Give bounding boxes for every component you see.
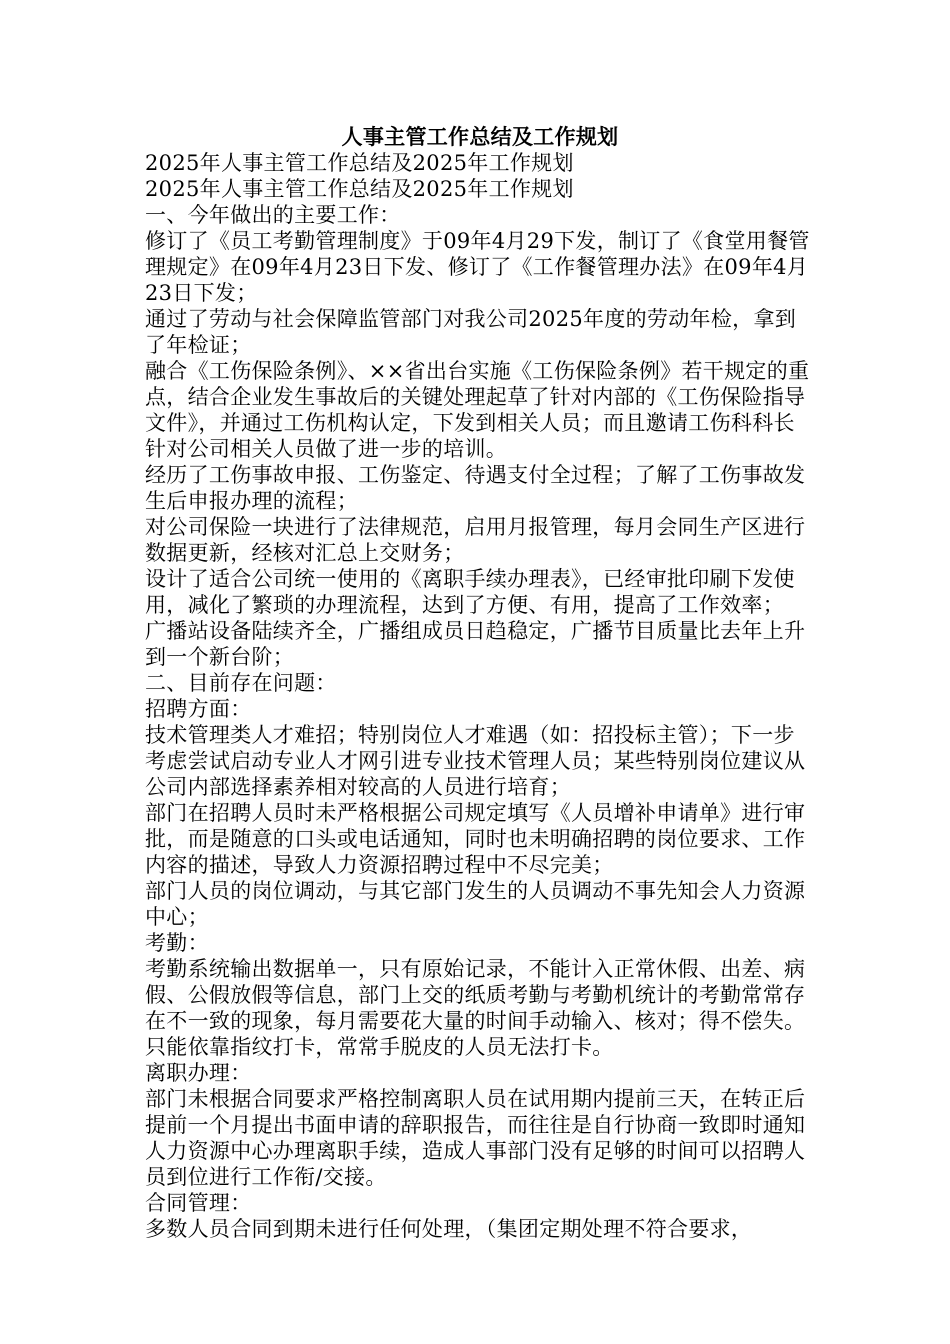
document-body <box>145 124 815 1242</box>
subheading-contract: 合同管理： <box>145 1191 252 1215</box>
subheading-attendance: 考勤： <box>145 931 209 955</box>
document-title: 人事主管工作总结及工作规划 <box>341 124 619 149</box>
subheading-recruitment: 招聘方面： <box>145 697 252 721</box>
paragraph: 修订了《员工考勤管理制度》于09年4月29下发，制订了《食堂用餐管理规定》在09年4月23日下发、修订了《工作餐管理办法》在09年4月23日下发； <box>145 229 810 305</box>
subheading-resignation: 离职办理： <box>145 1061 252 1085</box>
paragraph: 设计了适合公司统一使用的《离职手续办理表》，已经审批印刷下发使用，减化了繁琐的办理流程，达到了方便、有用，提高了工作效率； <box>145 567 795 617</box>
paragraph: 考勤系统输出数据单一，只有原始记录，不能计入正常休假、出差、病假、公假放假等信息，部门上交的纸质考勤与考勤机统计的考勤常常存在不一致的现象，每月需要花大量的时间手动输入、核对；得不偿失。只能依靠指纹打卡，常常手脱皮的人员无法打卡。 <box>145 957 806 1059</box>
section-heading-problems: 二、目前存在问题： <box>145 671 337 695</box>
paragraph: 广播站设备陆续齐全，广播组成员日趋稳定，广播节目质量比去年上升到一个新台阶； <box>145 619 806 669</box>
paragraph: 部门人员的岗位调动，与其它部门发生的人员调动不事先知会人力资源中心； <box>145 879 806 929</box>
paragraph: 技术管理类人才难招；特别岗位人才难遇（如：招投标主管）；下一步考虑尝试启动专业人才网引进专业技术管理人员；某些特别岗位建议从公司内部选择素养相对较高的人员进行培育； <box>145 723 806 799</box>
paragraph: 部门在招聘人员时未严格根据公司规定填写《人员增补申请单》进行审批，而是随意的口头或电话通知，同时也未明确招聘的岗位要求、工作内容的描述，导致人力资源招聘过程中不尽完美； <box>145 801 806 877</box>
paragraph: 部门未根据合同要求严格控制离职人员在试用期内提前三天，在转正后提前一个月提出书面申请的辞职报告，而往往是自行协商一致即时通知人力资源中心办理离职手续，造成人事部门没有足够的时间可以招聘人员到位进行工作衔/交接。 <box>145 1087 806 1189</box>
paragraph: 通过了劳动与社会保障监管部门对我公司2025年度的劳动年检，拿到了年检证； <box>145 307 797 357</box>
paragraph-subtitle-1: 2025年人事主管工作总结及2025年工作规划 <box>145 151 574 175</box>
section-heading-main-work: 一、今年做出的主要工作： <box>145 203 401 227</box>
paragraph-subtitle-2: 2025年人事主管工作总结及2025年工作规划 <box>145 177 574 201</box>
paragraph: 多数人员合同到期未进行任何处理，（集团定期处理不符合要求， <box>145 1217 753 1241</box>
paragraph: 经历了工伤事故申报、工伤鉴定、待遇支付全过程；了解了工伤事故发生后申报办理的流程； <box>145 463 806 513</box>
paragraph: 融合《工伤保险条例》、××省出台实施《工伤保险条例》若干规定的重点，结合企业发生事故后的关键处理起草了针对内部的《工伤保险指导文件》，并通过工伤机构认定，下发到相关人员；而且邀请工伤科科长针对公司相关人员做了进一步的培训。 <box>145 359 810 461</box>
paragraph: 对公司保险一块进行了法律规范，启用月报管理，每月会同生产区进行数据更新，经核对汇总上交财务； <box>145 515 806 565</box>
